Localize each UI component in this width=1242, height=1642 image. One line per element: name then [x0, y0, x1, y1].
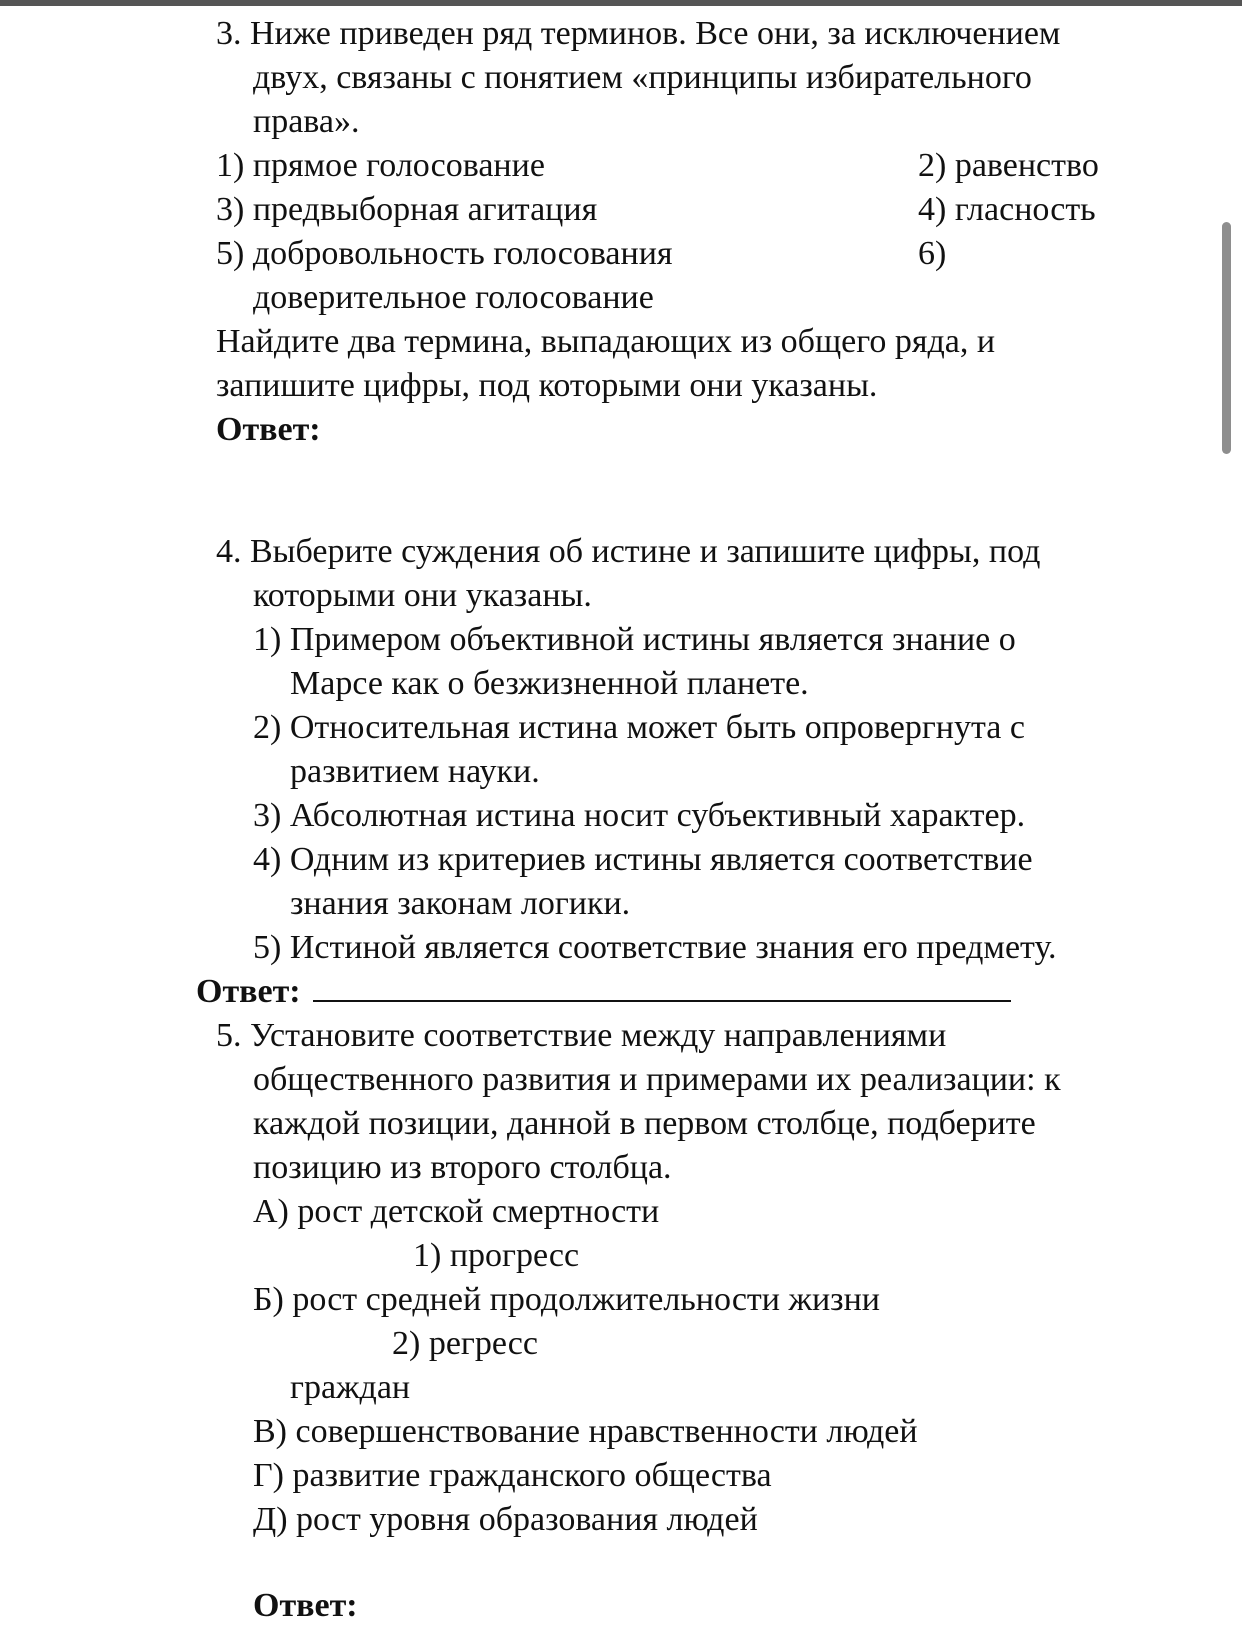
- q3-instruction-1: Найдите два термина, выпадающих из общего ряда, и: [216, 323, 996, 360]
- q3-line-3: права».: [253, 103, 360, 140]
- q4-statement-1b: Марсе как о безжизненной планете.: [290, 665, 809, 702]
- q5-item-b-continued: граждан: [290, 1369, 411, 1406]
- q4-statement-2b: развитием науки.: [290, 753, 540, 790]
- q5-line-2: общественного развития и примерами их реализации: к: [253, 1061, 1061, 1098]
- q5-item-v: В) совершенствование нравственности людей: [253, 1413, 918, 1450]
- q4-answer-label: Ответ:: [196, 973, 301, 1010]
- q5-item-a: А) рост детской смертности: [253, 1193, 660, 1230]
- q3-answer-label: Ответ:: [216, 411, 321, 448]
- q4-statement-1a: 1) Примером объективной истины является знание о: [253, 621, 1016, 658]
- q3-option-6-number: 6): [918, 235, 947, 272]
- q3-option-6-text: доверительное голосование: [253, 279, 654, 316]
- q4-statement-2a: 2) Относительная истина может быть опровергнута с: [253, 709, 1025, 746]
- q4-statement-5: 5) Истиной является соответствие знания его предмету.: [253, 929, 1057, 966]
- q3-line-1: 3. Ниже приведен ряд терминов. Все они, за исключением: [216, 15, 1061, 52]
- q5-item-d: Д) рост уровня образования людей: [253, 1501, 758, 1538]
- q4-statement-4b: знания законам логики.: [290, 885, 631, 922]
- q3-option-3: 3) предвыборная агитация: [216, 191, 598, 228]
- q4-line-2: которыми они указаны.: [253, 577, 592, 614]
- q5-column-option-1: 1) прогресс: [413, 1237, 580, 1274]
- q3-line-2: двух, связаны с понятием «принципы избирательного: [253, 59, 1032, 96]
- q3-option-1: 1) прямое голосование: [216, 147, 545, 184]
- q5-item-g: Г) развитие гражданского общества: [253, 1457, 772, 1494]
- q4-statement-4a: 4) Одним из критериев истины является соответствие: [253, 841, 1033, 878]
- q4-line-1: 4. Выберите суждения об истине и запишите цифры, под: [216, 533, 1041, 570]
- q4-answer-line[interactable]: [313, 1000, 1011, 1002]
- q3-option-4: 4) гласность: [918, 191, 1096, 228]
- q5-column-option-2: 2) регресс: [392, 1325, 538, 1362]
- q3-option-2: 2) равенство: [918, 147, 1099, 184]
- scrollbar-thumb[interactable]: [1222, 222, 1231, 454]
- q5-item-b: Б) рост средней продолжительности жизни: [253, 1281, 880, 1318]
- q3-option-5: 5) добровольность голосования: [216, 235, 673, 272]
- top-edge-bar: [0, 0, 1242, 6]
- q5-answer-label: Ответ:: [253, 1587, 358, 1624]
- q5-line-1: 5. Установите соответствие между направлениями: [216, 1017, 947, 1054]
- q3-instruction-2: запишите цифры, под которыми они указаны.: [216, 367, 878, 404]
- q5-line-4: позицию из второго столбца.: [253, 1149, 672, 1186]
- q4-answer-row: [196, 970, 1011, 1014]
- q5-line-3: каждой позиции, данной в первом столбце, подберите: [253, 1105, 1036, 1142]
- q4-statement-3: 3) Абсолютная истина носит субъективный характер.: [253, 797, 1026, 834]
